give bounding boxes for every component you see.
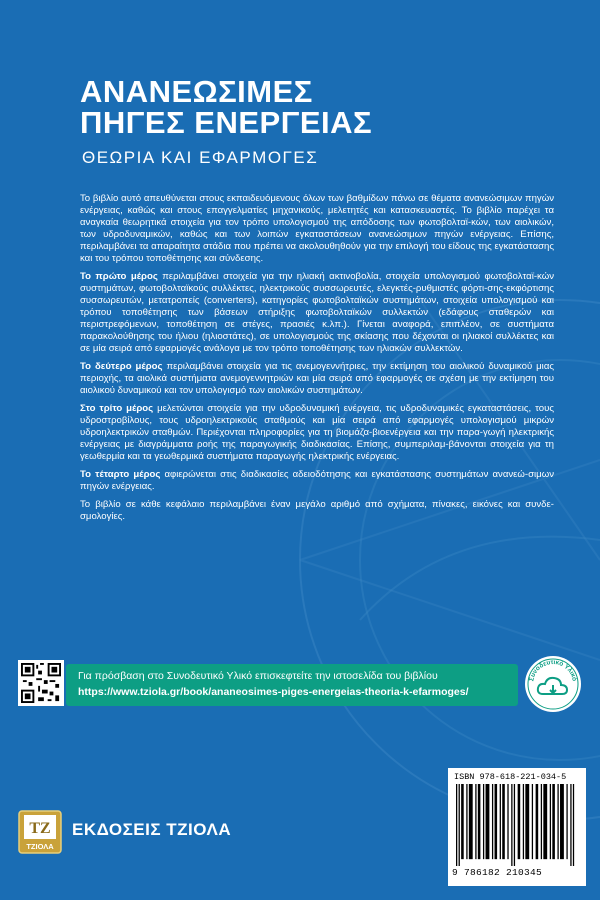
companion-material-badge[interactable]	[523, 654, 583, 714]
paragraph-intro: Το βιβλίο αυτό απευθύνεται στους εκπαιδευόμενους όλων των βαθμίδων πάνω σε θέματα ανανεώσιμων πηγών ενέργειας, καθώς και στους επαγγελματίες μηχανικούς, μελετητές και κατασκευαστές. Το βιβλίο παρέχει τα αναγκαία θεωρητικά στοιχεία για τον τρόπο υπολογισμού της απόδοσης των φωτοβολταϊ-κών, των αιολικών, των υδροδυναμικών, καθώς και των λοιπών εγκαταστάσεων ανανεώσιμων πηγών ενέργειας. Επίσης, περιλαμβάνει τα απαραίτητα στάδια που πρέπει να ακολουθηθούν για την επιλογή του είδους της εγκατάστασης και του τρόπου τοποθέτησης και σύνδεσης.	[80, 193, 554, 264]
qr-code[interactable]	[18, 660, 64, 706]
isbn-label: ISBN 978-618-221-034-5	[454, 772, 567, 782]
paragraph-closing: Το βιβλίο σε κάθε κεφάλαιο περιλαμβάνει έναν μεγάλο αριθμό από σχήματα, πίνακες, εικόνες και συνδε-σμολογίες.	[80, 499, 554, 522]
companion-material-banner	[66, 664, 518, 706]
description-text	[80, 193, 554, 529]
barcode-bars	[456, 784, 578, 866]
book-title: ΑΝΑΝΕΩΣΙΜΕΣ ΠΗΓΕΣ ΕΝΕΡΓΕΙΑΣ	[80, 74, 373, 140]
book-subtitle: ΘΕΩΡΙΑ ΚΑΙ ΕΦΑΡΜΟΓΕΣ	[82, 148, 319, 167]
barcode-digits: 9 786182 210345	[452, 867, 543, 878]
paragraph-part1: Το πρώτο μέρος περιλαμβάνει στοιχεία για την ηλιακή ακτινοβολία, στοιχεία υπολογισμού φωτοβολταϊ-κών συστημάτων, φωτοβολταϊκούς συλλέκτες, ηλεκτρικούς συσσωρευτές, ελεγκτές-ρυθμιστές φόρτι-σης-εκφόρτισης συσσωρευτών, μετατροπείς (converters), κατηγορίες φωτοβολταϊκών συστημάτων, στοιχεία υπολογισμού και τρόπου τοποθέτησης των βάσεων στήριξης φωτοβολταϊκών συλλεκτών (εδάφους σταθερών και περιστρεφόμενων, τοποθέτηση σε στέγες, πρασιές κ.λπ.). Γίνεται αναφορά, επιπλέον, σε συστήματα παρακολούθησης του ήλιου (ηλιοστάτες), σε υπολογισμούς της σκίασης που δέχονται οι ηλιακοί συλλέκτες και σε μία σειρά από εφαρμογές ανάλογα με τον τρόπο τοποθέτησης των ηλιακών συλλεκτών.	[80, 271, 554, 354]
badge-label: Συνοδευτικό Υλικό	[528, 658, 578, 682]
banner-instruction: Για πρόσβαση στο Συνοδευτικό Υλικό επισκεφτείτε την ιστοσελίδα του βιβλίου	[78, 670, 438, 682]
svg-text:ΤΖ: ΤΖ	[29, 820, 51, 837]
paragraph-part2: Το δεύτερο μέρος περιλαμβάνει στοιχεία για τις ανεμογεννήτριες, την εκτίμηση του αιολικού δυναμικού μιας περιοχής, τα αιολικά συστήματα ανεμογεννητριών και μία σειρά από εφαρμογές σε σχέση με την εκτίμηση του αιολικού δυναμικού και τον υπολογισμό των αιολικών συστημάτων.	[80, 361, 554, 396]
banner-url-link[interactable]: https://www.tziola.gr/book/ananeosimes-piges-energeias-theoria-k-efarmoges/	[78, 686, 469, 698]
svg-text:ΤΖΙΟΛΑ: ΤΖΙΟΛΑ	[26, 842, 54, 851]
publisher-name: ΕΚΔΟΣΕΙΣ ΤΖΙΟΛΑ	[72, 820, 232, 839]
publisher-logo	[18, 810, 62, 854]
isbn-barcode	[448, 768, 586, 886]
paragraph-part3: Στο τρίτο μέρος μελετώνται στοιχεία για την υδροδυναμική ενέργεια, τις υδροδυναμικές εγκαταστάσεις, τους υδροστροβίλους, τους υδροηλεκτρικούς σταθμούς και μία σειρά από εφαρμογές υπολογισμού μικρών υδροηλεκτρικών σταθμών. Περιέχονται πληροφορίες για τη βιομάζα-βιοενέργεια και την παρα-γωγή ηλεκτρικής ενέργειας με διαγράμματα ροής της παραγωγικής διαδικασίας. Επίσης, συμπεριλαμ-βάνονται στοιχεία για τη γεωθερμία και τα γεωθερμικά συστήματα παραγωγής ηλεκτρικής ενέργειας.	[80, 403, 554, 462]
paragraph-part4: Το τέταρτο μέρος αφιερώνεται στις διαδικασίες αδειοδότησης και εγκατάστασης συστημάτων ανανεώ-σιμων πηγών ενέργειας.	[80, 469, 554, 492]
